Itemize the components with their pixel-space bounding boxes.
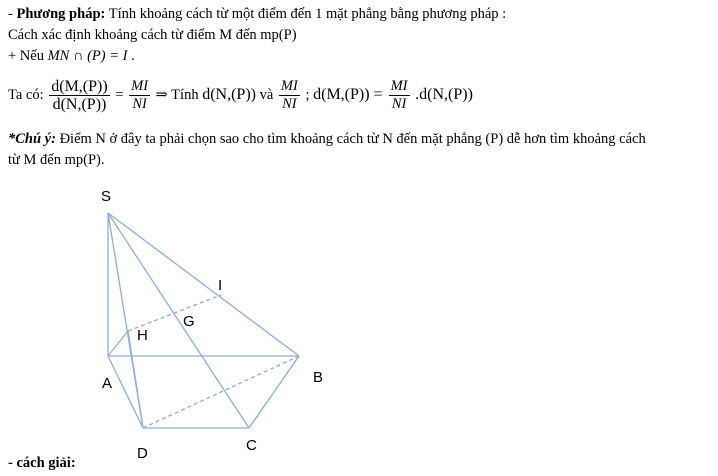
implies-text: ⇒ Tính xyxy=(155,86,203,103)
note-line-2: từ M đến mp(P). xyxy=(8,152,105,168)
label-S: S xyxy=(101,188,112,205)
method-text: Tính khoảng cách từ một điểm đến 1 mặt phẳng bằng phương pháp : xyxy=(105,6,507,22)
fraction-numerator: MI xyxy=(280,78,298,94)
note-label: *Chú ý: xyxy=(8,131,56,147)
intersection-expression: MN ∩ (P) = I xyxy=(47,48,128,64)
method-heading: Phương pháp: xyxy=(16,6,106,22)
fraction-denominator: NI xyxy=(391,96,407,112)
fraction-numerator: MI xyxy=(390,78,408,94)
label-D: D xyxy=(137,445,148,462)
fraction-denominator: NI xyxy=(282,96,297,112)
label-A: A xyxy=(102,375,113,392)
label-H: H xyxy=(137,327,148,344)
conjunction: và xyxy=(259,86,277,103)
distance-product-expression: .d(N,(P)) xyxy=(415,85,473,103)
separator: ; xyxy=(305,86,314,103)
distance-m-expression: d(M,(P)) = xyxy=(313,85,387,103)
label-B: B xyxy=(313,369,324,386)
solution-heading: - cách giải: xyxy=(8,455,76,471)
fraction-denominator: d(N,(P)) xyxy=(52,96,107,113)
bullet: - xyxy=(8,6,17,22)
label-G: G xyxy=(183,313,195,330)
vertex-labels xyxy=(101,188,323,462)
edge-SC xyxy=(108,213,249,428)
fraction-numerator: d(M,(P)) xyxy=(51,78,108,95)
label-C: C xyxy=(246,437,257,454)
diagonal-DB xyxy=(143,356,299,428)
segment-AH xyxy=(108,331,128,356)
segment-HI xyxy=(128,295,221,331)
condition-suffix: . xyxy=(127,48,135,64)
formula-lead: Ta có: xyxy=(8,86,48,103)
method-subtitle: Cách xác định khoảng cách từ điểm M đến mp(P) xyxy=(8,27,297,43)
edge-CB xyxy=(249,356,299,428)
fraction-denominator: NI xyxy=(132,96,147,112)
figure-edges xyxy=(108,213,299,428)
distance-n-expression: d(N,(P)) xyxy=(202,85,256,103)
condition-prefix: + Nếu xyxy=(8,48,48,64)
equals-sign: = xyxy=(115,86,128,103)
label-I: I xyxy=(218,277,223,294)
note-text: Điểm N ở đây ta phải chọn sao cho tìm khoảng cách từ N đến mặt phẳng (P) dễ hơn tìm khoảng cách xyxy=(55,131,646,147)
fraction-numerator: MI xyxy=(131,78,149,94)
